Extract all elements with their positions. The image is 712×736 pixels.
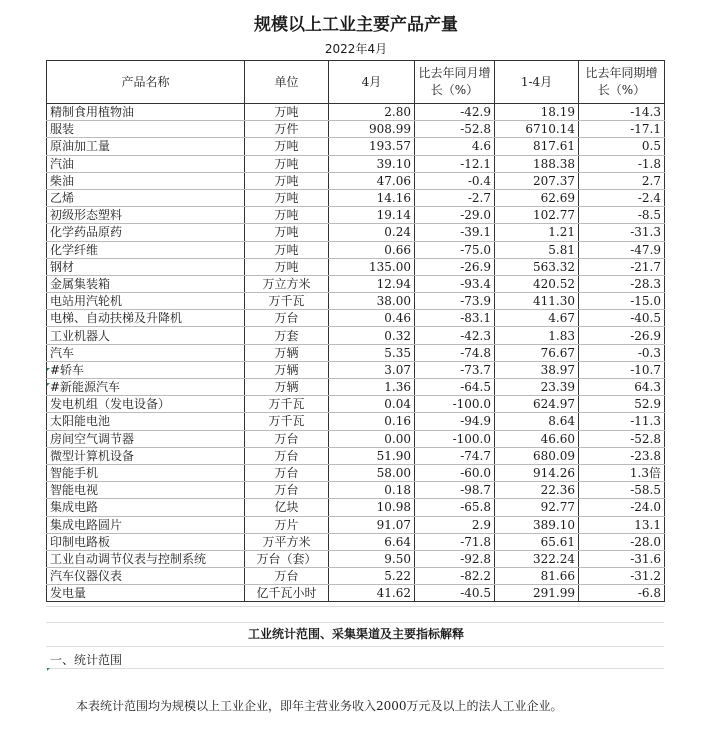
ytd-value-cell: 23.39 [495, 379, 579, 396]
ytd-value-cell: 624.97 [495, 396, 579, 413]
table-row [47, 533, 665, 550]
table-body [47, 104, 665, 602]
unit-cell: 万平方米 [245, 533, 329, 550]
month-yoy-cell: -60.0 [415, 464, 495, 481]
month-yoy-cell: -94.9 [415, 413, 495, 430]
unit-cell: 万台 [245, 568, 329, 585]
month-value-cell: 14.16 [329, 189, 415, 206]
month-value-cell: 9.50 [329, 550, 415, 567]
unit-cell: 万千瓦 [245, 293, 329, 310]
month-yoy-cell: -52.8 [415, 121, 495, 138]
product-name-cell: 金属集装箱 [47, 275, 245, 292]
ytd-yoy-cell: -31.2 [579, 568, 665, 585]
table-row [47, 104, 665, 121]
unit-cell: 万千瓦 [245, 413, 329, 430]
product-name-cell: 房间空气调节器 [47, 430, 245, 447]
table-row [47, 138, 665, 155]
ytd-yoy-cell: -52.8 [579, 430, 665, 447]
ytd-yoy-cell: 2.7 [579, 172, 665, 189]
unit-cell: 万台 [245, 464, 329, 481]
product-name-cell: 汽车 [47, 344, 245, 361]
product-name-cell: 钢材 [47, 258, 245, 275]
unit-cell: 万吨 [245, 241, 329, 258]
ytd-yoy-cell: 1.3倍 [579, 464, 665, 481]
table-row [47, 155, 665, 172]
month-yoy-cell: -100.0 [415, 430, 495, 447]
month-yoy-cell: -64.5 [415, 379, 495, 396]
unit-cell: 万吨 [245, 155, 329, 172]
ytd-value-cell: 5.81 [495, 241, 579, 258]
cell-comment-marker [47, 368, 50, 371]
month-yoy-cell: -92.8 [415, 550, 495, 567]
ytd-yoy-cell: 0.5 [579, 138, 665, 155]
unit-cell: 万吨 [245, 104, 329, 121]
ytd-value-cell: 914.26 [495, 464, 579, 481]
ytd-value-cell: 92.77 [495, 499, 579, 516]
product-name-cell: 工业自动调节仪表与控制系统 [47, 550, 245, 567]
month-value-cell: 39.10 [329, 155, 415, 172]
ytd-value-cell: 18.19 [495, 104, 579, 121]
month-value-cell: 38.00 [329, 293, 415, 310]
month-value-cell: 6.64 [329, 533, 415, 550]
table-row [47, 430, 665, 447]
product-name-cell: 原油加工量 [47, 138, 245, 155]
ytd-yoy-cell: -2.4 [579, 189, 665, 206]
unit-cell: 万吨 [245, 258, 329, 275]
month-value-cell: 91.07 [329, 516, 415, 533]
ytd-value-cell: 46.60 [495, 430, 579, 447]
ytd-value-cell: 389.10 [495, 516, 579, 533]
header-product-name: 产品名称 [47, 61, 245, 104]
unit-cell: 万辆 [245, 379, 329, 396]
product-name-cell: 化学纤维 [47, 241, 245, 258]
ytd-value-cell: 65.61 [495, 533, 579, 550]
ytd-yoy-cell: 13.1 [579, 516, 665, 533]
ytd-value-cell: 1.83 [495, 327, 579, 344]
table-row [47, 224, 665, 241]
table-row [47, 121, 665, 138]
unit-cell: 万片 [245, 516, 329, 533]
month-value-cell: 0.66 [329, 241, 415, 258]
month-value-cell: 51.90 [329, 447, 415, 464]
month-value-cell: 0.04 [329, 396, 415, 413]
product-name-cell: 柴油 [47, 172, 245, 189]
ytd-yoy-cell: -17.1 [579, 121, 665, 138]
product-name-cell: 汽油 [47, 155, 245, 172]
notes-subsection: 一、统计范围 [50, 653, 123, 667]
unit-cell: 万台 [245, 447, 329, 464]
month-yoy-cell: -93.4 [415, 275, 495, 292]
month-yoy-cell: -98.7 [415, 482, 495, 499]
header-month: 4月 [329, 61, 415, 104]
ytd-yoy-cell: -23.8 [579, 447, 665, 464]
month-yoy-cell: -75.0 [415, 241, 495, 258]
table-row [47, 396, 665, 413]
month-value-cell: 3.07 [329, 361, 415, 378]
month-yoy-cell: -12.1 [415, 155, 495, 172]
month-value-cell: 47.06 [329, 172, 415, 189]
ytd-yoy-cell: -14.3 [579, 104, 665, 121]
ytd-value-cell: 420.52 [495, 275, 579, 292]
month-value-cell: 19.14 [329, 207, 415, 224]
table-row [47, 516, 665, 533]
table-row [47, 585, 665, 602]
month-value-cell: 908.99 [329, 121, 415, 138]
table-row [47, 361, 665, 378]
table-row [47, 258, 665, 275]
month-value-cell: 0.18 [329, 482, 415, 499]
ytd-yoy-cell: -28.0 [579, 533, 665, 550]
table-row [47, 413, 665, 430]
product-name-cell: #轿车 [47, 361, 245, 378]
ytd-yoy-cell: -47.9 [579, 241, 665, 258]
ytd-yoy-cell: -40.5 [579, 310, 665, 327]
ytd-value-cell: 411.30 [495, 293, 579, 310]
product-name-cell: 乙烯 [47, 189, 245, 206]
table-row [47, 499, 665, 516]
month-value-cell: 193.57 [329, 138, 415, 155]
header-ytd-yoy: 比去年同期增长（%） [579, 61, 665, 104]
ytd-value-cell: 62.69 [495, 189, 579, 206]
ytd-yoy-cell: -8.5 [579, 207, 665, 224]
product-name-cell: 发电量 [47, 585, 245, 602]
month-yoy-cell: -42.9 [415, 104, 495, 121]
table-row [47, 327, 665, 344]
month-yoy-cell: -100.0 [415, 396, 495, 413]
unit-cell: 万台 [245, 310, 329, 327]
ytd-yoy-cell: -24.0 [579, 499, 665, 516]
ytd-yoy-cell: -10.7 [579, 361, 665, 378]
ytd-yoy-cell: -0.3 [579, 344, 665, 361]
product-name-cell: 初级形态塑料 [47, 207, 245, 224]
ytd-value-cell: 38.97 [495, 361, 579, 378]
product-name-cell: 智能电视 [47, 482, 245, 499]
unit-cell: 亿千瓦小时 [245, 585, 329, 602]
table-row [47, 207, 665, 224]
product-name-cell: #新能源汽车 [47, 379, 245, 396]
ytd-value-cell: 4.67 [495, 310, 579, 327]
table-row [47, 344, 665, 361]
unit-cell: 万辆 [245, 361, 329, 378]
product-name-cell: 汽车仪器仪表 [47, 568, 245, 585]
month-yoy-cell: -74.8 [415, 344, 495, 361]
ytd-yoy-cell: 52.9 [579, 396, 665, 413]
month-value-cell: 41.62 [329, 585, 415, 602]
ytd-yoy-cell: -58.5 [579, 482, 665, 499]
month-yoy-cell: -73.7 [415, 361, 495, 378]
ytd-yoy-cell: -26.9 [579, 327, 665, 344]
month-yoy-cell: -42.3 [415, 327, 495, 344]
table-row [47, 379, 665, 396]
product-name-cell: 微型计算机设备 [47, 447, 245, 464]
ytd-yoy-cell: -6.8 [579, 585, 665, 602]
header-month-yoy: 比去年同月增长（%） [415, 61, 495, 104]
month-value-cell: 5.35 [329, 344, 415, 361]
table-row [47, 447, 665, 464]
month-yoy-cell: -39.1 [415, 224, 495, 241]
notes-paragraph: 本表统计范围均为规模以上工业企业，即年主营业务收入2000万元及以上的法人工业企业。 [76, 699, 563, 713]
product-name-cell: 精制食用植物油 [47, 104, 245, 121]
header-ytd: 1-4月 [495, 61, 579, 104]
product-name-cell: 电站用汽轮机 [47, 293, 245, 310]
unit-cell: 万吨 [245, 207, 329, 224]
cell-comment-marker [47, 383, 50, 386]
month-yoy-cell: -26.9 [415, 258, 495, 275]
month-value-cell: 0.00 [329, 430, 415, 447]
month-yoy-cell: -83.1 [415, 310, 495, 327]
production-table [46, 60, 665, 602]
month-yoy-cell: 2.9 [415, 516, 495, 533]
month-value-cell: 0.32 [329, 327, 415, 344]
ytd-yoy-cell: -1.8 [579, 155, 665, 172]
month-value-cell: 1.36 [329, 379, 415, 396]
product-name-cell: 集成电路 [47, 499, 245, 516]
ytd-yoy-cell: -28.3 [579, 275, 665, 292]
product-name-cell: 服装 [47, 121, 245, 138]
table-row [47, 189, 665, 206]
ytd-value-cell: 102.77 [495, 207, 579, 224]
ytd-value-cell: 207.37 [495, 172, 579, 189]
month-yoy-cell: -0.4 [415, 172, 495, 189]
grid-line [46, 646, 664, 647]
month-yoy-cell: -71.8 [415, 533, 495, 550]
ytd-value-cell: 22.36 [495, 482, 579, 499]
product-name-cell: 化学药品原药 [47, 224, 245, 241]
month-yoy-cell: 4.6 [415, 138, 495, 155]
product-name-cell: 印制电路板 [47, 533, 245, 550]
cell-comment-marker [47, 668, 50, 671]
ytd-value-cell: 1.21 [495, 224, 579, 241]
month-value-cell: 58.00 [329, 464, 415, 481]
table-row [47, 568, 665, 585]
table-row [47, 550, 665, 567]
table-row [47, 310, 665, 327]
month-value-cell: 0.46 [329, 310, 415, 327]
ytd-value-cell: 817.61 [495, 138, 579, 155]
ytd-yoy-cell: 64.3 [579, 379, 665, 396]
unit-cell: 万千瓦 [245, 396, 329, 413]
ytd-value-cell: 291.99 [495, 585, 579, 602]
month-value-cell: 0.24 [329, 224, 415, 241]
month-yoy-cell: -40.5 [415, 585, 495, 602]
product-name-cell: 电梯、自动扶梯及升降机 [47, 310, 245, 327]
month-yoy-cell: -65.8 [415, 499, 495, 516]
table-header-row [47, 61, 665, 104]
ytd-value-cell: 81.66 [495, 568, 579, 585]
month-yoy-cell: -74.7 [415, 447, 495, 464]
ytd-value-cell: 322.24 [495, 550, 579, 567]
header-unit: 单位 [245, 61, 329, 104]
month-yoy-cell: -29.0 [415, 207, 495, 224]
table-row [47, 275, 665, 292]
ytd-yoy-cell: -21.7 [579, 258, 665, 275]
month-value-cell: 12.94 [329, 275, 415, 292]
unit-cell: 万套 [245, 327, 329, 344]
grid-line [46, 668, 664, 669]
ytd-value-cell: 76.67 [495, 344, 579, 361]
month-yoy-cell: -2.7 [415, 189, 495, 206]
month-value-cell: 5.22 [329, 568, 415, 585]
ytd-value-cell: 188.38 [495, 155, 579, 172]
table-row [47, 482, 665, 499]
unit-cell: 万吨 [245, 224, 329, 241]
product-name-cell: 太阳能电池 [47, 413, 245, 430]
month-value-cell: 0.16 [329, 413, 415, 430]
unit-cell: 万件 [245, 121, 329, 138]
ytd-yoy-cell: -15.0 [579, 293, 665, 310]
ytd-yoy-cell: -11.3 [579, 413, 665, 430]
ytd-value-cell: 680.09 [495, 447, 579, 464]
ytd-value-cell: 563.32 [495, 258, 579, 275]
month-value-cell: 10.98 [329, 499, 415, 516]
unit-cell: 万台 [245, 482, 329, 499]
unit-cell: 万立方米 [245, 275, 329, 292]
page-title: 规模以上工业主要产品产量 [254, 15, 458, 35]
unit-cell: 万台 [245, 430, 329, 447]
unit-cell: 万吨 [245, 189, 329, 206]
month-yoy-cell: -73.9 [415, 293, 495, 310]
unit-cell: 万吨 [245, 172, 329, 189]
month-yoy-cell: -82.2 [415, 568, 495, 585]
month-value-cell: 2.80 [329, 104, 415, 121]
report-date: 2022年4月 [324, 42, 388, 56]
ytd-yoy-cell: -31.6 [579, 550, 665, 567]
unit-cell: 万吨 [245, 138, 329, 155]
ytd-value-cell: 8.64 [495, 413, 579, 430]
ytd-yoy-cell: -31.3 [579, 224, 665, 241]
grid-line [46, 622, 664, 623]
month-value-cell: 135.00 [329, 258, 415, 275]
product-name-cell: 发电机组（发电设备） [47, 396, 245, 413]
unit-cell: 亿块 [245, 499, 329, 516]
table-row [47, 172, 665, 189]
table-row [47, 464, 665, 481]
table-row [47, 293, 665, 310]
grid-line [46, 606, 664, 607]
product-name-cell: 集成电路圆片 [47, 516, 245, 533]
unit-cell: 万辆 [245, 344, 329, 361]
unit-cell: 万台（套） [245, 550, 329, 567]
notes-section-title: 工业统计范围、采集渠道及主要指标解释 [247, 627, 464, 641]
product-name-cell: 智能手机 [47, 464, 245, 481]
ytd-value-cell: 6710.14 [495, 121, 579, 138]
product-name-cell: 工业机器人 [47, 327, 245, 344]
table-row [47, 241, 665, 258]
